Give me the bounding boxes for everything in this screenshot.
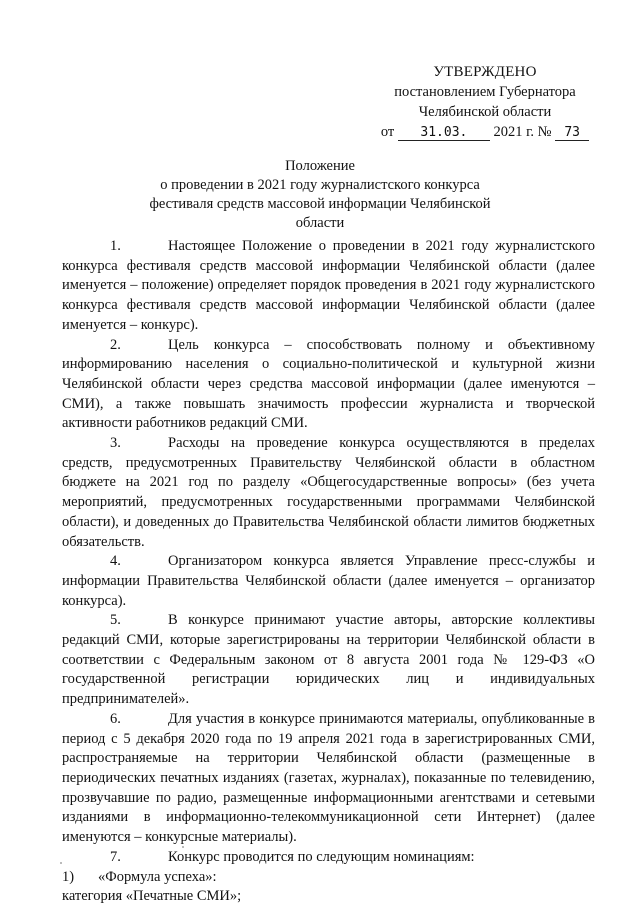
document-number: 73: [555, 125, 589, 141]
paragraph-number: 4.: [110, 553, 121, 570]
paragraph-4: [62, 552, 595, 611]
approval-line-2: Челябинской области: [418, 104, 552, 120]
category-line: категория «Печатные СМИ»;: [62, 888, 242, 905]
paragraph-text: Для участия в конкурсе принимаются материалы, опубликованные в период с 5 декабря 2020 года по 19 апреля 2021 года в зарегистрированных СМИ, распространяемые на территории Челябинской области (размещенные в периодических печатных изданиях (газетах, журналах), показанные по телевидению, прозвучавшие по радио, размещенные информационными агентствами и сетевыми изданиями в информационно-телекоммуникационной сети Интернет) (далее именуются – конкурсные материалы).: [62, 710, 595, 846]
nomination-text: «Формула успеха»:: [98, 868, 217, 885]
nomination-number: 1): [62, 868, 75, 885]
paragraph-text: Настоящее Положение о проведении в 2021 году журналистского конкурса фестиваля средств массовой информации Челябинской области (далее именуется – положение) определяет порядок проведения в 2021 году журналистского конкурса фестиваля средств массовой информации Челябинской области (далее именуется – конкурс).: [62, 238, 595, 333]
paragraph-text: В конкурсе принимают участие авторы, авторские коллективы редакций СМИ, которые зарегистрированы на территории Челябинской области в соответствии с Федеральным законом от 8 августа 2001 года № 129-ФЗ «О государственной регистрации юридических лиц и индивидуальных предпринимателей».: [62, 612, 595, 708]
title-line-4: области: [295, 215, 345, 231]
paragraph-7: [62, 848, 595, 868]
paragraph-text: Конкурс проводится по следующим номинациям:: [168, 848, 475, 865]
scan-speck: [182, 846, 184, 848]
paragraph-text: Расходы на проведение конкурса осуществляются в пределах средств, предусмотренных Правительству Челябинской области в областном бюджете на 2021 год по разделу «Общегосударственные вопросы» (без учета мероприятий, предусмотренных государственными программами Челябинской области), и доведенных до Правительства Челябинской области лимитов бюджетных обязательств.: [62, 435, 595, 550]
document-body: [62, 237, 595, 907]
scan-speck: [60, 862, 62, 864]
approval-stamp: [370, 62, 600, 142]
title-line-3: фестиваля средств массовой информации Челябинской: [149, 196, 491, 212]
document-title: [130, 157, 510, 233]
approval-heading: УТВЕРЖДЕНО: [433, 64, 537, 80]
paragraph-number: 3.: [110, 435, 121, 452]
paragraph-number: 5.: [110, 612, 121, 629]
approval-date-line: [370, 122, 600, 142]
paragraph-1: [62, 237, 595, 336]
date-prefix: от: [380, 124, 395, 140]
nomination-item-1: [62, 868, 595, 888]
paragraph-2: [62, 336, 595, 435]
title-line-2: о проведении в 2021 году журналистского конкурса: [160, 177, 480, 193]
paragraph-text: Цель конкурса – способствовать полному и объективному информированию населения о социально-политической и культурной жизни Челябинской области через средства массовой информации (далее именуются – СМИ), а также повышать значимость профессии журналиста и творческой активности работников редакций СМИ.: [62, 336, 595, 432]
paragraph-number: 6.: [110, 710, 121, 727]
title-line-1: Положение: [285, 158, 355, 174]
paragraph-number: 2.: [110, 336, 121, 353]
paragraph-number: 7.: [110, 848, 121, 865]
approval-line-1: постановлением Губернатора: [394, 84, 576, 100]
paragraph-text: Организатором конкурса является Управление пресс-службы и информации Правительства Челябинской области (далее именуется – организатор конкурса).: [62, 553, 595, 609]
paragraph-number: 1.: [110, 238, 121, 254]
date-value: 31.03.: [398, 125, 490, 141]
paragraph-5: [62, 611, 595, 710]
date-suffix: 2021 г. №: [493, 124, 552, 140]
paragraph-6: [62, 710, 595, 848]
paragraph-3: [62, 434, 595, 552]
